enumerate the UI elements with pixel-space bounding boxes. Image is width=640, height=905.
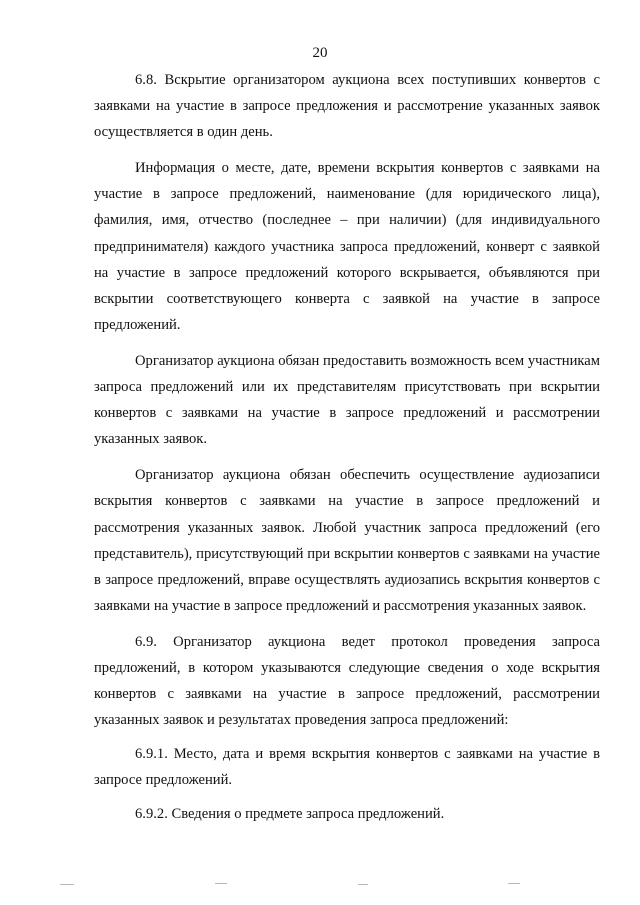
scan-artifact-mark [508, 883, 520, 884]
paragraph-6-9-1: 6.9.1. Место, дата и время вскрытия конвертов с заявками на участие в запросе предложений. [94, 746, 600, 789]
document-body [94, 67, 600, 836]
paragraph-6-9-2: 6.9.2. Сведения о предмете запроса предложений. [135, 806, 445, 823]
scan-artifact-mark [358, 884, 368, 885]
page-number: 20 [312, 45, 328, 61]
scan-artifact-mark [215, 883, 227, 884]
scan-artifact-mark [60, 884, 74, 885]
paragraph-6-9: 6.9. Организатор аукциона ведет протокол проведения запроса предложений, в котором указываются следующие сведения о ходе вскрытия конвертов с заявками на участие в запросе предложений, рассмотрении указанных заявок и результатах проведения запроса предложений: [94, 633, 600, 729]
paragraph-participant-presence: Организатор аукциона обязан предоставить возможность всем участникам запроса предложений или их представителям присутствовать при вскрытии конвертов с заявками на участие в запросе предложений и рассмотрении указанных заявок. [94, 352, 600, 448]
paragraph-opening-info: Информация о месте, дате, времени вскрытия конвертов с заявками на участие в запросе предложений, наименование (для юридического лица), фамилия, имя, отчество (последнее – при наличии) (для индивидуального предпринимателя) каждого участника запроса предложений, конверт с заявкой на участие в запросе предложений которого вскрывается, объявляются при вскрытии соответствующего конверта с заявкой на участие в запросе предложений. [94, 160, 600, 333]
paragraph-audio-recording: Организатор аукциона обязан обеспечить осуществление аудиозаписи вскрытия конвертов с заявками на участие в запросе предложений и рассмотрения указанных заявок. Любой участник запроса предложений (его представитель), присутствующий при вскрытии конвертов с заявками на участие в запросе предложений, вправе осуществлять аудиозапись вскрытия конвертов с заявками на участие в запросе предложений и рассмотрения указанных заявок. [94, 467, 600, 614]
paragraph-6-8: 6.8. Вскрытие организатором аукциона всех поступивших конвертов с заявками на участие в запросе предложения и рассмотрение указанных заявок осуществляется в один день. [94, 72, 600, 141]
